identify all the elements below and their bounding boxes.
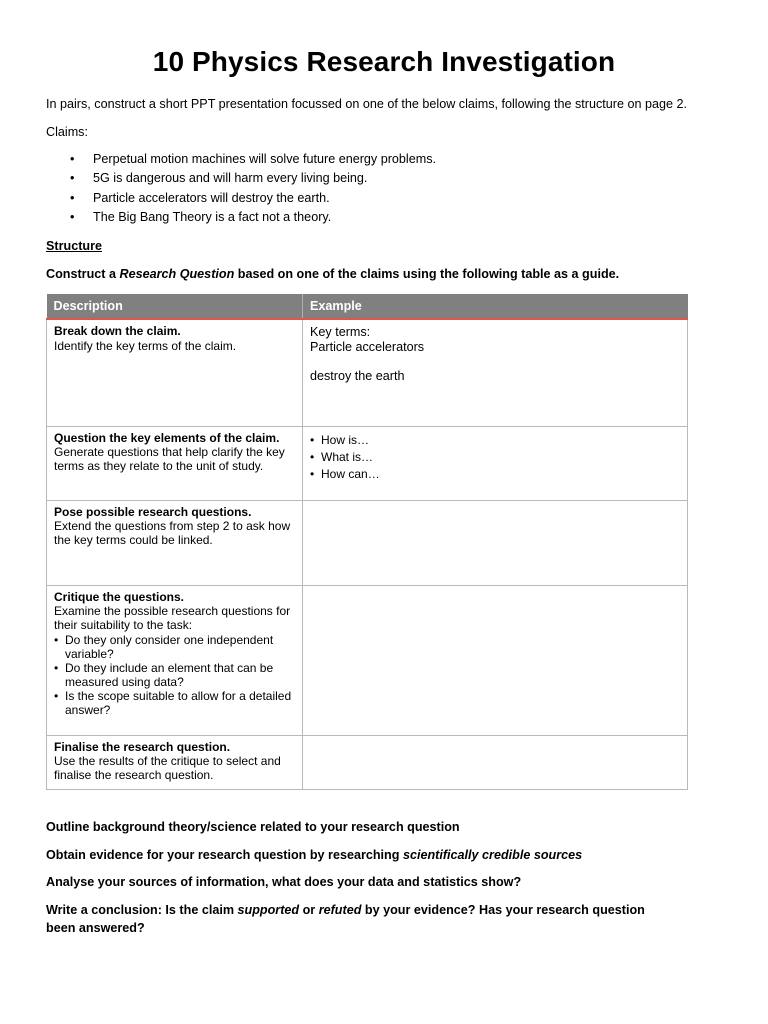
table-row [47,735,688,789]
analyse-step: Analyse your sources of information, what does your data and statistics show? [46,875,522,889]
example-bullet: • How can… [321,466,680,483]
step-description: Generate questions that help clarify the key terms as they relate to the unit of study. [54,445,285,473]
claim-item: • The Big Bang Theory is a fact not a theory. [70,210,332,224]
critique-bullet: • Do they include an element that can be measured using data? [65,662,295,689]
example-cell [303,319,688,426]
step-description: Use the results of the critique to select and finalise the research question. [54,754,281,782]
step-title: Finalise the research question. [54,739,231,754]
example-bullets [310,432,680,483]
example-cell [303,585,688,735]
step-description: Identify the key terms of the claim. [54,338,237,353]
example-line: Key terms: [310,325,371,339]
claim-item: • 5G is dangerous and will harm every living being. [70,171,368,185]
page-title: 10 Physics Research Investigation [152,46,616,77]
critique-bullets [54,634,295,717]
example-bullet: • What is… [321,449,680,466]
description-cell [47,500,303,585]
description-cell [47,426,303,500]
example-cell [303,735,688,789]
critique-bullet: • Is the scope suitable to allow for a detailed answer? [65,690,295,717]
table-row [47,500,688,585]
outline-step: Outline background theory/science related to your research question [46,820,460,834]
header-example: Example [303,294,688,319]
claim-item: • Perpetual motion machines will solve future energy problems. [70,152,436,166]
step-title: Break down the claim. [54,324,181,338]
step-title: Pose possible research questions. [54,504,252,519]
header-description: Description [47,294,303,319]
step-description: Examine the possible research questions for their suitability to the task: [54,604,291,632]
table-header-row [47,294,688,319]
step-title: Critique the questions. [54,589,185,604]
structure-heading: Structure [46,239,102,253]
guide-table [46,294,688,790]
claim-item: • Particle accelerators will destroy the earth. [70,191,330,205]
claims-label: Claims: [46,125,88,139]
intro-text: In pairs, construct a short PPT presentation focussed on one of the below claims, following the structure on page 2. [46,97,688,111]
description-cell [47,735,303,789]
critique-bullet: • Do they only consider one independent variable? [65,634,295,661]
description-cell [47,319,303,426]
description-cell [47,585,303,735]
table-row [47,585,688,735]
example-bullet: • How is… [321,432,680,449]
example-cell [303,500,688,585]
example-line: Particle accelerators [310,340,425,354]
step-title: Question the key elements of the claim. [54,430,280,445]
obtain-step: Obtain evidence for your research question by researching scientifically credible sources [46,848,583,862]
step-description: Extend the questions from step 2 to ask how the key terms could be linked. [54,519,291,547]
example-cell [303,426,688,500]
table-row [47,319,688,426]
table-row [47,426,688,500]
conclusion-step: Write a conclusion: Is the claim supported or refuted by your evidence? Has your research question been answered? [46,903,645,935]
construct-instruction: Construct a Research Question based on one of the claims using the following table as a guide. [46,267,620,281]
example-line: destroy the earth [310,369,405,383]
